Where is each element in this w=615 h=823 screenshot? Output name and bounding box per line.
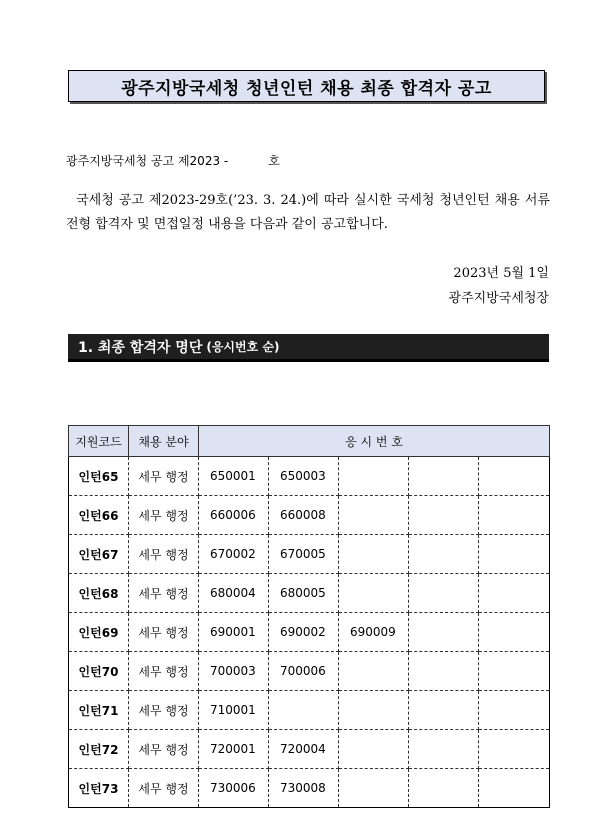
cell-exam-number bbox=[339, 574, 409, 613]
cell-exam-number bbox=[339, 730, 409, 769]
document-title-box bbox=[68, 70, 545, 102]
cell-code: 인턴72 bbox=[69, 730, 129, 769]
notice-date: 2023년 5월 1일 bbox=[453, 266, 549, 281]
cell-exam-number: 720001 bbox=[199, 730, 269, 769]
table-row bbox=[69, 613, 550, 652]
cell-field: 세무 행정 bbox=[129, 496, 199, 535]
cell-exam-number bbox=[339, 769, 409, 808]
cell-field: 세무 행정 bbox=[129, 691, 199, 730]
cell-exam-number bbox=[479, 613, 550, 652]
header-code: 지원코드 bbox=[69, 426, 129, 457]
cell-exam-number: 720004 bbox=[269, 730, 339, 769]
notice-issuer: 광주지방국세청장 bbox=[448, 291, 549, 306]
cell-exam-number bbox=[339, 652, 409, 691]
cell-exam-number bbox=[479, 496, 550, 535]
notice-body-text: 국세청 공고 제2023-29호(’23. 3. 24.)에 따라 실시한 국세청 청년인턴 채용 서류전형 합격자 및 면접일정 내용을 다음과 같이 공고합니다. bbox=[66, 193, 550, 232]
cell-field: 세무 행정 bbox=[129, 769, 199, 808]
cell-field: 세무 행정 bbox=[129, 613, 199, 652]
cell-code: 인턴65 bbox=[69, 457, 129, 496]
table-body bbox=[69, 457, 550, 808]
table-row bbox=[69, 535, 550, 574]
cell-exam-number: 660006 bbox=[199, 496, 269, 535]
cell-code: 인턴70 bbox=[69, 652, 129, 691]
table-row bbox=[69, 769, 550, 808]
cell-exam-number: 680004 bbox=[199, 574, 269, 613]
cell-code: 인턴73 bbox=[69, 769, 129, 808]
table-row bbox=[69, 652, 550, 691]
header-field: 채용 분야 bbox=[129, 426, 199, 457]
cell-exam-number bbox=[339, 691, 409, 730]
cell-exam-number bbox=[409, 457, 479, 496]
cell-exam-number: 690002 bbox=[269, 613, 339, 652]
notice-number-label: 광주지방국세청 공고 제2023 - bbox=[66, 154, 229, 168]
cell-exam-number: 730008 bbox=[269, 769, 339, 808]
cell-exam-number: 690009 bbox=[339, 613, 409, 652]
cell-exam-number bbox=[339, 535, 409, 574]
cell-exam-number bbox=[479, 691, 550, 730]
cell-field: 세무 행정 bbox=[129, 574, 199, 613]
cell-code: 인턴66 bbox=[69, 496, 129, 535]
table-row bbox=[69, 730, 550, 769]
cell-code: 인턴71 bbox=[69, 691, 129, 730]
cell-exam-number bbox=[409, 496, 479, 535]
cell-code: 인턴67 bbox=[69, 535, 129, 574]
section-header bbox=[68, 334, 549, 362]
notice-number bbox=[66, 152, 280, 169]
document-title: 광주지방국세청 청년인턴 채용 최종 합격자 공고 bbox=[121, 78, 492, 99]
cell-exam-number bbox=[409, 730, 479, 769]
cell-exam-number bbox=[339, 457, 409, 496]
table-row bbox=[69, 574, 550, 613]
cell-exam-number: 710001 bbox=[199, 691, 269, 730]
cell-exam-number bbox=[409, 574, 479, 613]
cell-exam-number: 660008 bbox=[269, 496, 339, 535]
table-row bbox=[69, 457, 550, 496]
notice-number-suffix: 호 bbox=[268, 154, 280, 168]
cell-exam-number: 690001 bbox=[199, 613, 269, 652]
section-subtitle: (응시번호 순) bbox=[206, 340, 280, 354]
results-table bbox=[68, 425, 550, 808]
cell-exam-number: 650003 bbox=[269, 457, 339, 496]
cell-exam-number bbox=[479, 574, 550, 613]
section-title: 1. 최종 합격자 명단 bbox=[78, 339, 203, 356]
cell-exam-number bbox=[339, 496, 409, 535]
cell-exam-number: 700003 bbox=[199, 652, 269, 691]
table-row bbox=[69, 691, 550, 730]
cell-field: 세무 행정 bbox=[129, 535, 199, 574]
cell-exam-number bbox=[479, 457, 550, 496]
cell-exam-number: 730006 bbox=[199, 769, 269, 808]
cell-exam-number: 670005 bbox=[269, 535, 339, 574]
cell-code: 인턴69 bbox=[69, 613, 129, 652]
table-header-row bbox=[69, 426, 550, 457]
cell-field: 세무 행정 bbox=[129, 730, 199, 769]
cell-exam-number bbox=[409, 535, 479, 574]
header-numbers: 응 시 번 호 bbox=[199, 426, 550, 457]
cell-exam-number bbox=[409, 613, 479, 652]
cell-exam-number: 670002 bbox=[199, 535, 269, 574]
cell-exam-number bbox=[479, 652, 550, 691]
cell-exam-number bbox=[409, 652, 479, 691]
table-row bbox=[69, 496, 550, 535]
notice-body bbox=[66, 189, 550, 237]
cell-exam-number bbox=[269, 691, 339, 730]
cell-exam-number bbox=[409, 769, 479, 808]
cell-exam-number bbox=[409, 691, 479, 730]
cell-exam-number bbox=[479, 535, 550, 574]
cell-field: 세무 행정 bbox=[129, 457, 199, 496]
cell-exam-number bbox=[479, 769, 550, 808]
cell-exam-number: 650001 bbox=[199, 457, 269, 496]
cell-exam-number: 680005 bbox=[269, 574, 339, 613]
cell-exam-number: 700006 bbox=[269, 652, 339, 691]
cell-code: 인턴68 bbox=[69, 574, 129, 613]
cell-field: 세무 행정 bbox=[129, 652, 199, 691]
cell-exam-number bbox=[479, 730, 550, 769]
